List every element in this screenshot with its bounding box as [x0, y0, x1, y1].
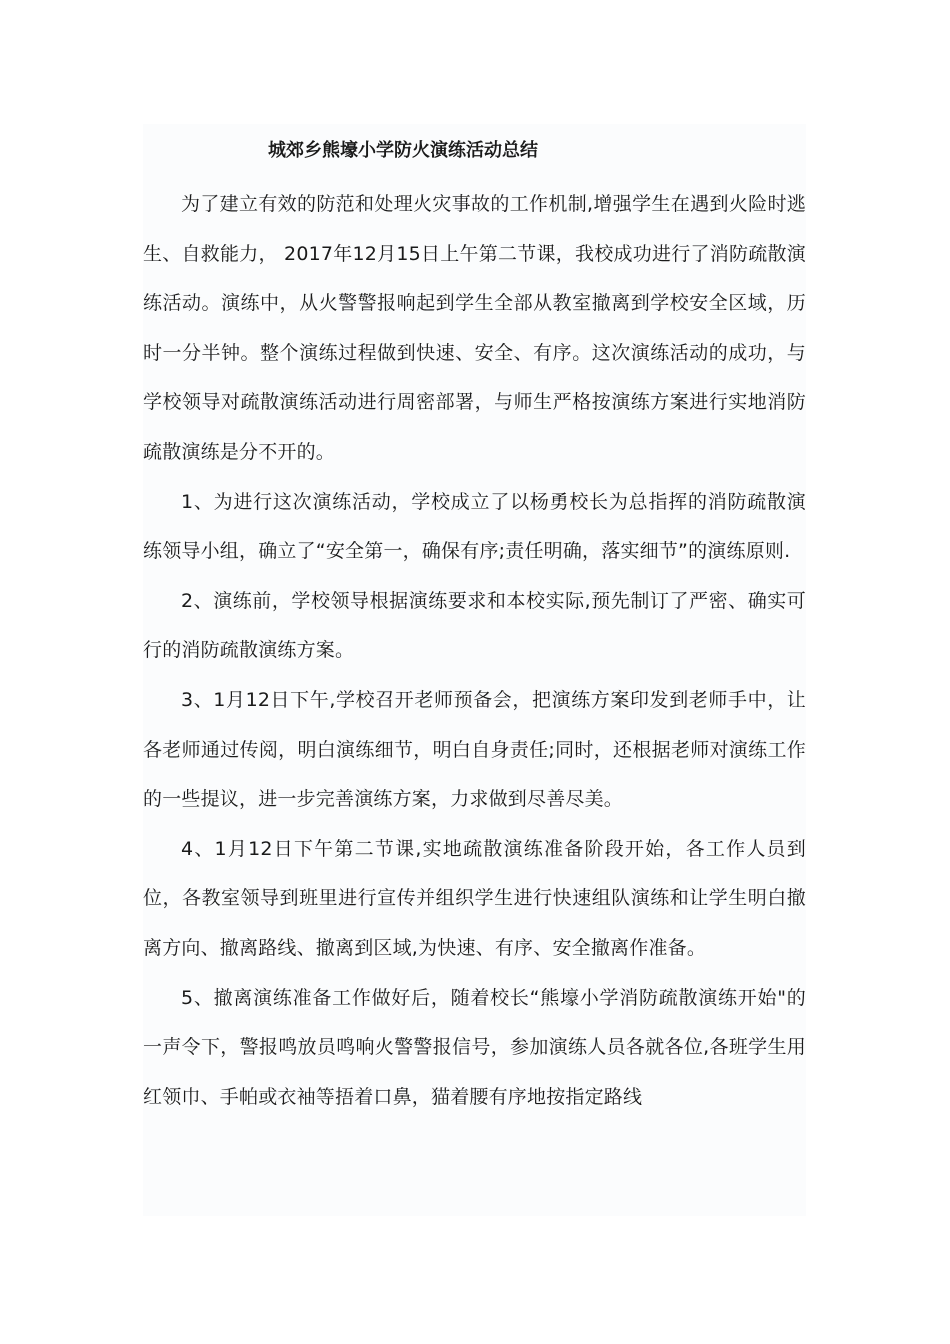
paragraph-item-4: 4、1月12日下午第二节课,实地疏散演练准备阶段开始，各工作人员到位，各教室领导到班里进行宣传并组织学生进行快速组队演练和让学生明白撤离方向、撤离路线、撤离到区域,为快速、有序、安全撤离作准备。 [143, 837, 806, 959]
document-body [143, 180, 806, 1122]
paragraph-item-1: 1、为进行这次演练活动，学校成立了以杨勇校长为总指挥的消防疏散演练领导小组，确立了“安全第一，确保有序;责任明确，落实细节”的演练原则. [143, 490, 806, 563]
document-text-block [143, 124, 806, 1216]
paragraph-item-3: 3、1月12日下午,学校召开老师预备会，把演练方案印发到老师手中，让各老师通过传阅，明白演练细节，明白自身责任;同时，还根据老师对演练工作的一些提议，进一步完善演练方案，力求做到尽善尽美。 [143, 688, 806, 811]
paragraph-item-5: 5、撤离演练准备工作做好后，随着校长“熊壕小学消防疏散演练开始"的一声令下，警报鸣放员鸣响火警警报信号，参加演练人员各就各位,各班学生用红领巾、手帕或衣袖等捂着口鼻，猫着腰有序地按指定路线 [143, 986, 806, 1108]
paragraph-item-2: 2、演练前，学校领导根据演练要求和本校实际,预先制订了严密、确实可行的消防疏散演练方案。 [143, 589, 806, 662]
paragraph-intro: 为了建立有效的防范和处理火灾事故的工作机制,增强学生在遇到火险时逃生、自救能力， 2017年12月15日上午第二节课，我校成功进行了消防疏散演练活动。演练中，从火警警报响起到学生全部从教室撤离到学校安全区域，历时一分半钟。整个演练过程做到快速、安全、有序。这次演练活动的成功，与学校领导对疏散演练活动进行周密部署，与师生严格按演练方案进行实地消防疏散演练是分不开的。 [143, 193, 806, 463]
document-title: 城郊乡熊壕小学防火演练活动总结 [268, 140, 538, 161]
